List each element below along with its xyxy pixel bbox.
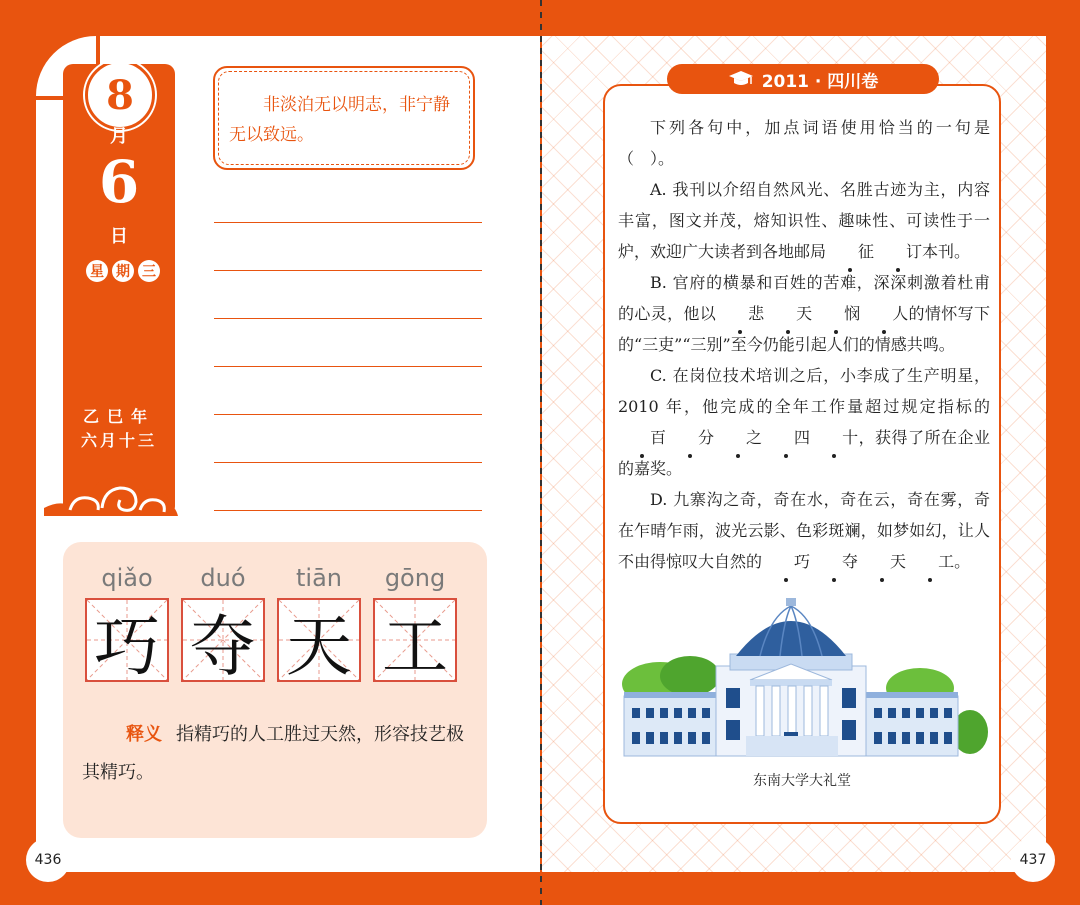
exam-source-tab — [667, 64, 939, 94]
page-number-left: 436 — [26, 838, 70, 882]
pinyin: gōng — [384, 564, 446, 592]
pinyin: tiān — [296, 564, 342, 592]
definition-label: 释义 — [126, 724, 162, 745]
month-unit: 月 — [110, 126, 128, 147]
month-badge — [85, 64, 155, 130]
writing-line — [214, 222, 482, 223]
dotted-char: 百 — [618, 422, 666, 453]
month-number: 8 — [106, 71, 134, 119]
lunar-day: 六月十三 — [80, 431, 157, 450]
dotted-char: 巧 — [762, 546, 810, 577]
weekday — [75, 260, 171, 282]
tianzige-cell — [181, 598, 265, 685]
option-c: C. 在岗位技术培训之后，小李成了生产明星，2010 年，他完成的全年工作量超过规定指标的百 分 之 四 十，获得了所在企业的嘉奖。 — [618, 366, 990, 478]
auditorium-illustration — [620, 596, 990, 766]
dotted-char: 天 — [858, 546, 906, 577]
dotted-char: 工 — [906, 546, 954, 577]
idiom-char: 夺 — [190, 607, 256, 685]
question-stem: 下列各句中，加点词语使用恰当的一句是（ ）。 — [618, 118, 990, 168]
weekday-char: 星 — [86, 260, 108, 282]
lunar-year: 乙巳年 — [82, 407, 155, 426]
writing-line — [214, 270, 482, 271]
book-spine — [540, 0, 542, 905]
writing-line — [214, 414, 482, 415]
option-b: B. 官府的横暴和百姓的苦难，深深刺激着杜甫的心灵，他以 悲 天 悯 人的情怀写下的“三吏”“三别”至今仍能引起人们的情感共鸣。 — [618, 273, 990, 354]
exam-source-title: 2011 · 四川卷 — [761, 71, 879, 92]
dotted-term — [762, 552, 954, 571]
pinyin: duó — [200, 564, 246, 592]
idiom-char: 巧 — [94, 607, 160, 685]
writing-line — [214, 462, 482, 463]
image-caption: 东南大学大礼堂 — [753, 773, 851, 789]
cloud-ornament — [40, 460, 180, 524]
dotted-char: 夺 — [810, 546, 858, 577]
dotted-char: 分 — [666, 422, 714, 453]
tianzige-cell — [373, 598, 457, 685]
dotted-char: 征 — [826, 236, 874, 267]
graduation-cap-icon — [728, 70, 754, 88]
writing-line — [214, 366, 482, 367]
quote-box — [213, 66, 475, 170]
dotted-char: 悲 — [716, 298, 764, 329]
idiom-definition — [82, 716, 472, 792]
writing-line — [214, 318, 482, 319]
idiom-char: 天 — [286, 607, 352, 685]
weekday-char: 三 — [138, 260, 160, 282]
option-d: D. 九寨沟之奇，奇在水，奇在云，奇在雾，奇在乍晴乍雨，波光云影、色彩斑斓，如梦如幻，让人不由得惊叹大自然的 巧 夺 天 工。 — [618, 484, 990, 577]
day-number: 6 — [98, 148, 140, 216]
weekday-char: 期 — [112, 260, 134, 282]
dotted-term — [618, 428, 858, 447]
tianzige-cell — [85, 598, 169, 685]
dotted-term — [716, 304, 908, 323]
dotted-char: 订 — [874, 236, 922, 267]
dotted-char: 十 — [810, 422, 858, 453]
pinyin: qiǎo — [101, 564, 153, 592]
day-unit: 日 — [110, 226, 128, 247]
page-number-right: 437 — [1011, 838, 1055, 882]
dotted-char: 天 — [764, 298, 812, 329]
dotted-char: 之 — [714, 422, 762, 453]
tianzige-cell — [277, 598, 361, 685]
question-text — [618, 112, 990, 577]
definition-text: 指精巧的人工胜过天然，形容技艺极其精巧。 — [82, 724, 464, 783]
idiom-char: 工 — [382, 607, 448, 685]
dotted-char: 四 — [762, 422, 810, 453]
dotted-char: 悯 — [812, 298, 860, 329]
option-a: A. 我刊以介绍自然风光、名胜古迹为主，内容丰富，图文并茂，熔知识性、趣味性、可读性于一炉，欢迎广大读者到各地邮局 征 订本刊。 — [618, 174, 990, 267]
quote-text: 非淡泊无以明志，非宁静无以致远。 — [229, 95, 450, 145]
date-column — [63, 64, 175, 516]
dotted-char: 人 — [860, 298, 908, 329]
dotted-term — [826, 242, 922, 261]
writing-line — [214, 510, 482, 511]
